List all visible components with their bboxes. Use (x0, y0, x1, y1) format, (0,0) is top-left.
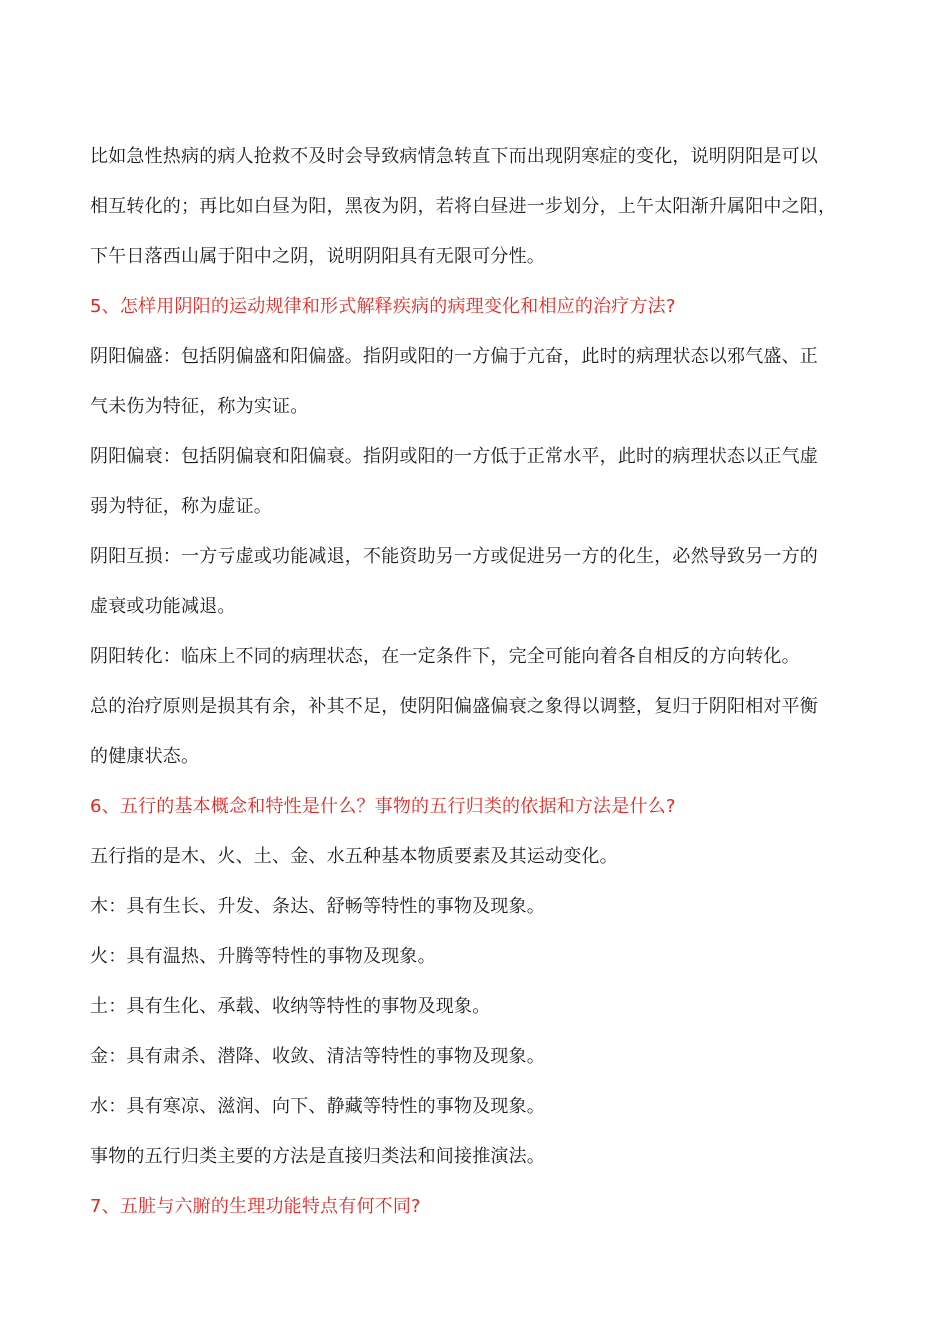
body-paragraph-line: 阴阳转化：临床上不同的病理状态，在一定条件下，完全可能向着各自相反的方向转化。 (90, 646, 800, 667)
element-water-line: 水：具有寒凉、滋润、向下、静藏等特性的事物及现象。 (90, 1096, 545, 1117)
question-heading-6: 6、五行的基本概念和特性是什么？事物的五行归类的依据和方法是什么? (90, 796, 676, 817)
body-paragraph-line: 气未伤为特征，称为实证。 (90, 396, 309, 417)
question-heading-7: 7、五脏与六腑的生理功能特点有何不同? (90, 1196, 421, 1217)
body-paragraph-line: 下午日落西山属于阳中之阴，说明阴阳具有无限可分性。 (90, 246, 545, 267)
body-paragraph-line: 弱为特征，称为虚证。 (90, 496, 272, 517)
element-metal-line: 金：具有肃杀、潜降、收敛、清洁等特性的事物及现象。 (90, 1046, 545, 1067)
body-paragraph-line: 比如急性热病的病人抢救不及时会导致病情急转直下而出现阴寒症的变化，说明阴阳是可以 (90, 146, 818, 167)
body-paragraph-line: 阴阳偏衰：包括阴偏衰和阳偏衰。指阴或阳的一方低于正常水平，此时的病理状态以正气虚 (90, 446, 818, 467)
body-paragraph-line: 事物的五行归类主要的方法是直接归类法和间接推演法。 (90, 1146, 545, 1167)
body-paragraph-line: 五行指的是木、火、土、金、水五种基本物质要素及其运动变化。 (90, 846, 618, 867)
element-wood-line: 木：具有生长、升发、条达、舒畅等特性的事物及现象。 (90, 896, 545, 917)
element-fire-line: 火：具有温热、升腾等特性的事物及现象。 (90, 946, 436, 967)
body-paragraph-line: 的健康状态。 (90, 746, 200, 767)
body-paragraph-line: 总的治疗原则是损其有余，补其不足，使阴阳偏盛偏衰之象得以调整，复归于阴阳相对平衡 (90, 696, 818, 717)
element-earth-line: 土：具有生化、承载、收纳等特性的事物及现象。 (90, 996, 491, 1017)
body-paragraph-line: 相互转化的；再比如白昼为阳，黑夜为阴，若将白昼进一步划分，上午太阳渐升属阳中之阳， (90, 196, 837, 217)
document-body (90, 132, 875, 1232)
body-paragraph-line: 阴阳互损：一方亏虚或功能减退，不能资助另一方或促进另一方的化生，必然导致另一方的 (90, 546, 818, 567)
question-heading-5: 5、怎样用阴阳的运动规律和形式解释疾病的病理变化和相应的治疗方法? (90, 296, 676, 317)
body-paragraph-line: 虚衰或功能减退。 (90, 596, 236, 617)
body-paragraph-line: 阴阳偏盛：包括阴偏盛和阳偏盛。指阴或阳的一方偏于亢奋，此时的病理状态以邪气盛、正 (90, 346, 818, 367)
